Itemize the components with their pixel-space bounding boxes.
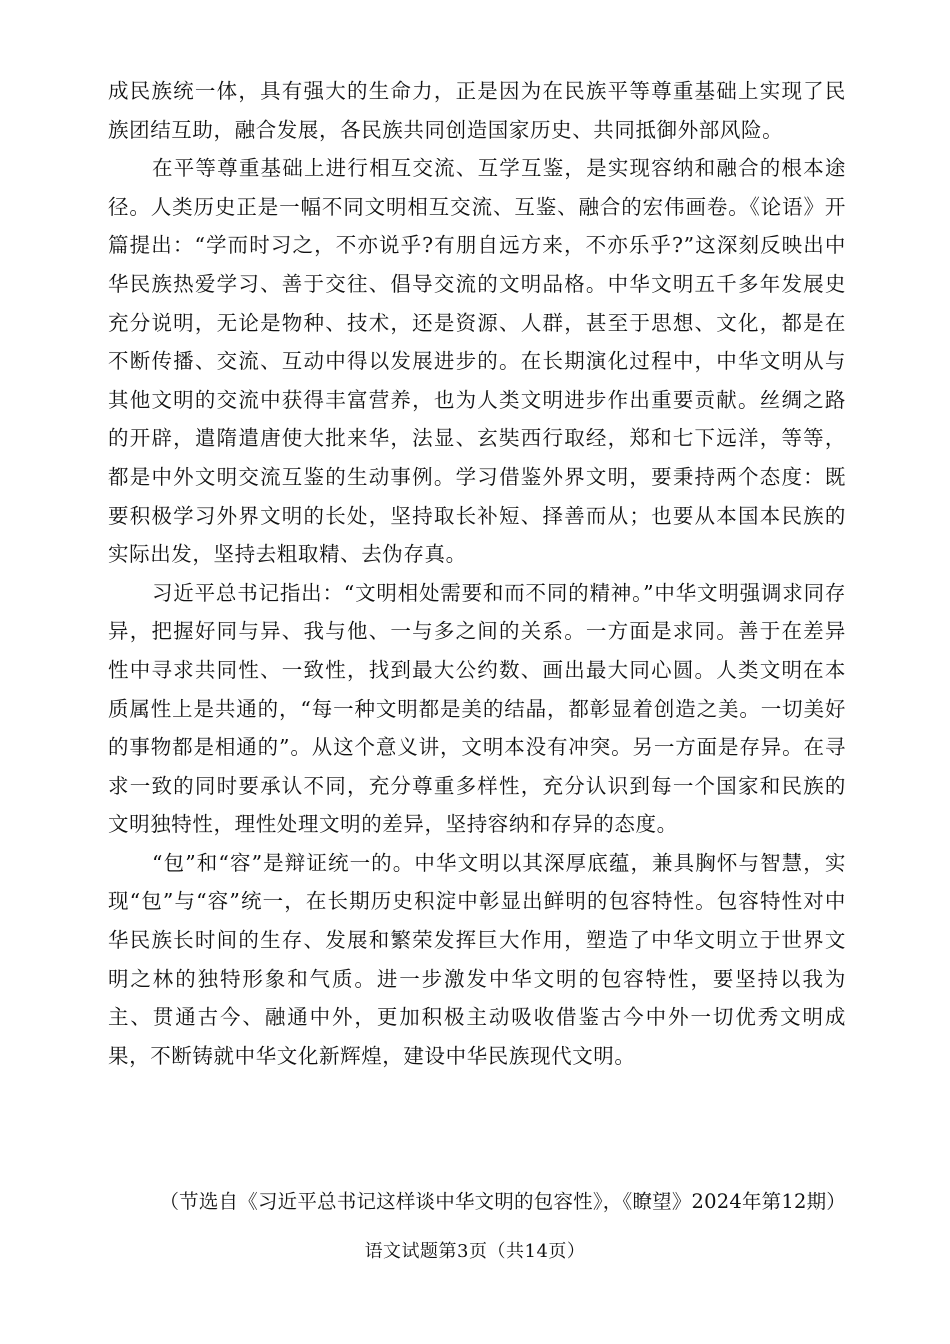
- paragraph-continuation: 成民族统一体，具有强大的生命力，正是因为在民族平等尊重基础上实现了民族团结互助，融合发展，各民族共同创造国家历史、共同抵御外部风险。: [108, 79, 846, 142]
- article-body: [108, 72, 846, 1075]
- page-footer: 语文试题第3页（共14页）: [364, 1241, 586, 1262]
- paragraph-inclusiveness: “包”和“容”是辩证统一的。中华文明以其深厚底蕴，兼具胸怀与智慧，实现“包”与“容”统一，在长期历史积淀中彰显出鲜明的包容特性。包容特性对中华民族长时间的生存、发展和繁荣发挥巨大作用，塑造了中华文明立于世界文明之林的独特形象和气质。进一步激发中华文明的包容特性，要坚持以我为主、贯通古今、融通中外，更加积极主动吸收借鉴古今中外一切优秀文明成果，不断铸就中华文化新辉煌，建设中华民族现代文明。: [108, 850, 846, 1068]
- paragraph-harmony: 习近平总书记指出：“文明相处需要和而不同的精神。”中华文明强调求同存异，把握好同与异、我与他、一与多之间的关系。一方面是求同。善于在差异性中寻求共同性、一致性，找到最大公约数、画出最大同心圆。人类文明在本质属性上是共通的，“每一种文明都是美的结晶，都彰显着创造之美。一切美好的事物都是相通的”。从这个意义讲，文明本没有冲突。另一方面是存异。在寻求一致的同时要承认不同，充分尊重多样性，充分认识到每一个国家和民族的文明独特性，理性处理文明的差异，坚持容纳和存异的态度。: [108, 580, 846, 837]
- source-citation: （节选自《习近平总书记这样谈中华文明的包容性》，《瞭望》2024年第12期）: [159, 1190, 846, 1213]
- paragraph-exchange: 在平等尊重基础上进行相互交流、互学互鉴，是实现容纳和融合的根本途径。人类历史正是一幅不同文明相互交流、互鉴、融合的宏伟画卷。《论语》开篇提出：“学而时习之，不亦说乎?有朋自远方来，不亦乐乎?”这深刻反映出中华民族热爱学习、善于交往、倡导交流的文明品格。中华文明五千多年发展史充分说明，无论是物种、技术，还是资源、人群，甚至于思想、文化，都是在不断传播、交流、互动中得以发展进步的。在长期演化过程中，中华文明从与其他文明的交流中获得丰富营养，也为人类文明进步作出重要贡献。丝绸之路的开辟，遣隋遣唐使大批来华，法显、玄奘西行取经，郑和七下远洋，等等，都是中外文明交流互鉴的生动事例。学习借鉴外界文明，要秉持两个态度：既要积极学习外界文明的长处，坚持取长补短、择善而从；也要从本国本民族的实际出发，坚持去粗取精、去伪存真。: [108, 156, 846, 567]
